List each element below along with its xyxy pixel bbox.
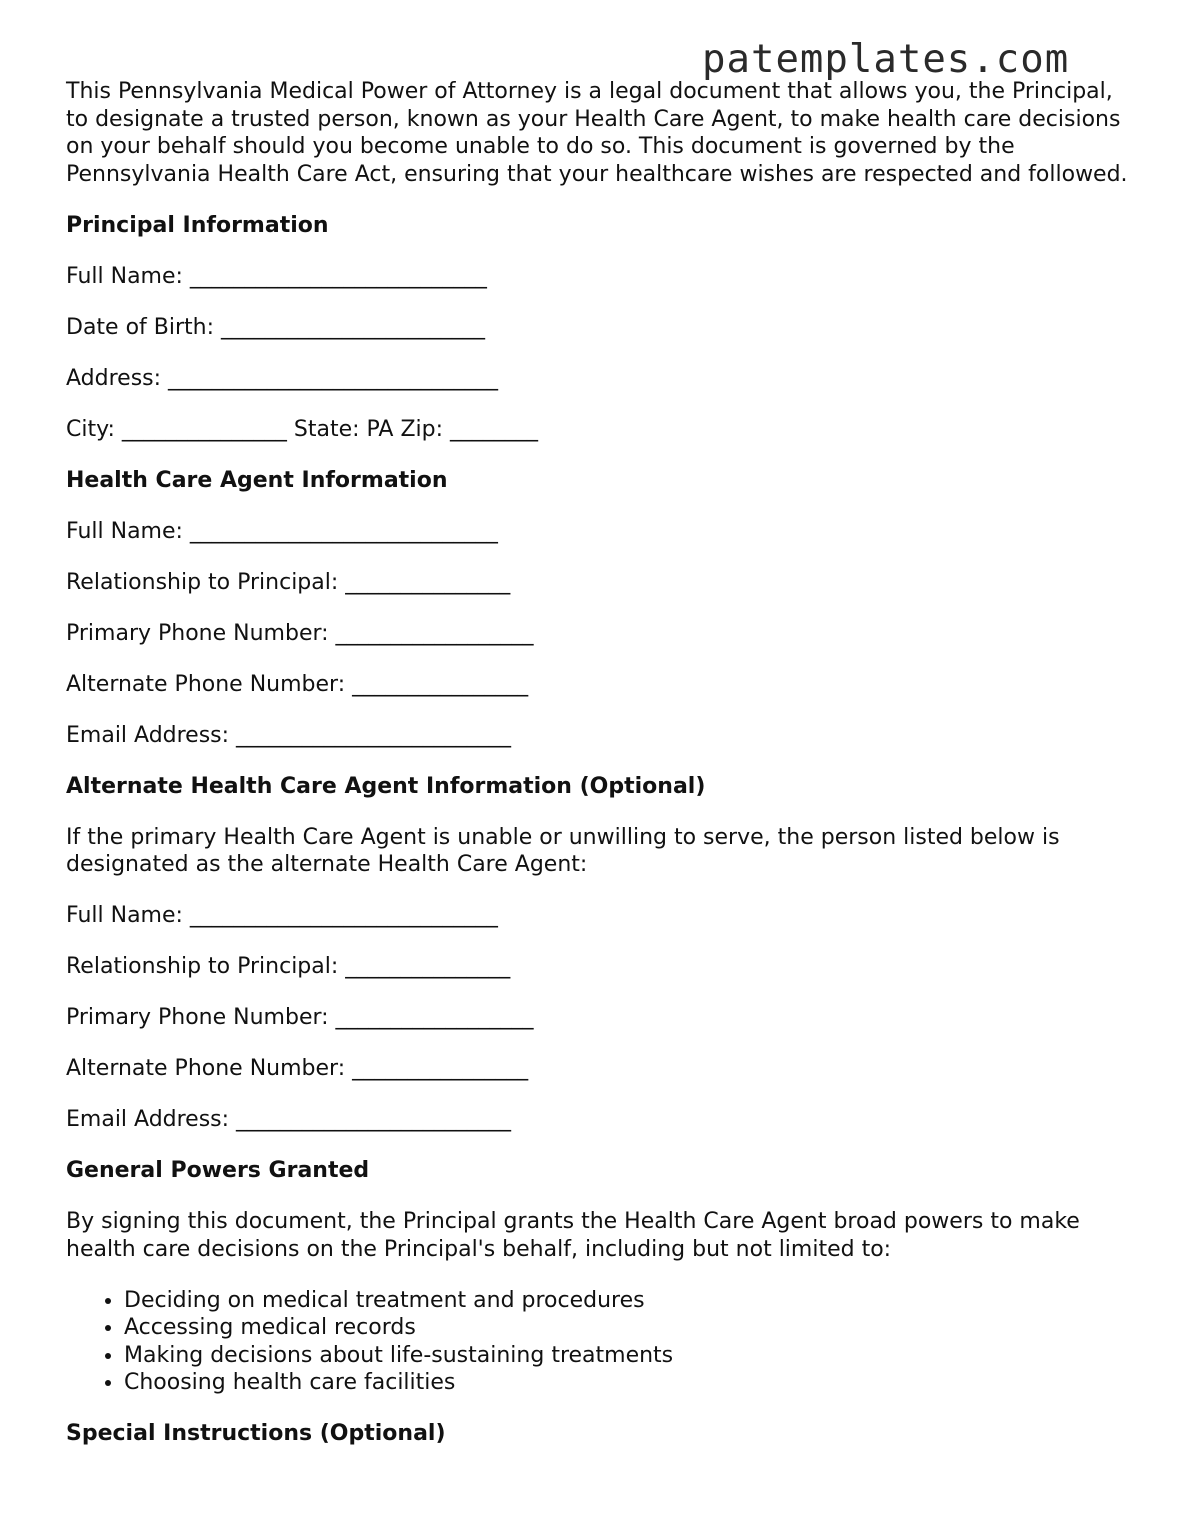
alternate-agent-heading: Alternate Health Care Agent Information (Optional) xyxy=(66,773,706,799)
alternate-agent-description: If the primary Health Care Agent is unable or unwilling to serve, the person listed below is designated as the alternate Health Care Agent: xyxy=(66,824,1060,877)
list-item: • Deciding on medical treatment and procedures xyxy=(124,1287,1136,1315)
alternate-agent-relationship-field: Relationship to Principal: _______________ xyxy=(66,954,511,979)
agent-heading: Health Care Agent Information xyxy=(66,467,448,493)
alternate-agent-alternate-phone-field: Alternate Phone Number: ________________ xyxy=(66,1056,529,1081)
document-body xyxy=(66,78,1136,1471)
agent-email-field: Email Address: _________________________ xyxy=(66,722,512,748)
alternate-agent-full-name-field: Full Name: ____________________________ xyxy=(66,903,498,928)
agent-full-name-field: Full Name: ____________________________ xyxy=(66,518,498,544)
alternate-agent-email-field: Email Address: _________________________ xyxy=(66,1107,512,1132)
special-instructions-heading: Special Instructions (Optional) xyxy=(66,1421,446,1446)
principal-address-field: Address: ______________________________ xyxy=(66,365,499,391)
principal-full-name-field: Full Name: ___________________________ xyxy=(66,263,487,289)
general-powers-heading: General Powers Granted xyxy=(66,1158,370,1183)
agent-primary-phone-field: Primary Phone Number: __________________ xyxy=(66,620,534,646)
agent-alternate-phone-field: Alternate Phone Number: ________________ xyxy=(66,671,529,697)
powers-list xyxy=(66,1287,1136,1397)
list-item: • Making decisions about life-sustaining treatments xyxy=(124,1342,1136,1370)
watermark: patemplates.com xyxy=(702,37,1070,82)
intro-paragraph: This Pennsylvania Medical Power of Attorney is a legal document that allows you, the Principal, to designate a trusted person, known as your Health Care Agent, to make health care decisions on your behalf should you become unable to do so. This document is governed by the Pennsylvania Health Care Act, ensuring that your healthcare wishes are respected and followed. xyxy=(66,79,1128,187)
principal-dob-field: Date of Birth: ________________________ xyxy=(66,314,485,340)
list-item: • Accessing medical records xyxy=(124,1314,1136,1342)
agent-relationship-field: Relationship to Principal: _______________ xyxy=(66,569,511,595)
alternate-agent-primary-phone-field: Primary Phone Number: __________________ xyxy=(66,1005,534,1030)
principal-city-state-zip-field: City: _______________ State: PA Zip: ________ xyxy=(66,416,539,442)
principal-heading: Principal Information xyxy=(66,212,329,238)
list-item: • Choosing health care facilities xyxy=(124,1369,1136,1397)
general-powers-description: By signing this document, the Principal grants the Health Care Agent broad powers to make health care decisions on the Principal's behalf, including but not limited to: xyxy=(66,1209,1080,1262)
